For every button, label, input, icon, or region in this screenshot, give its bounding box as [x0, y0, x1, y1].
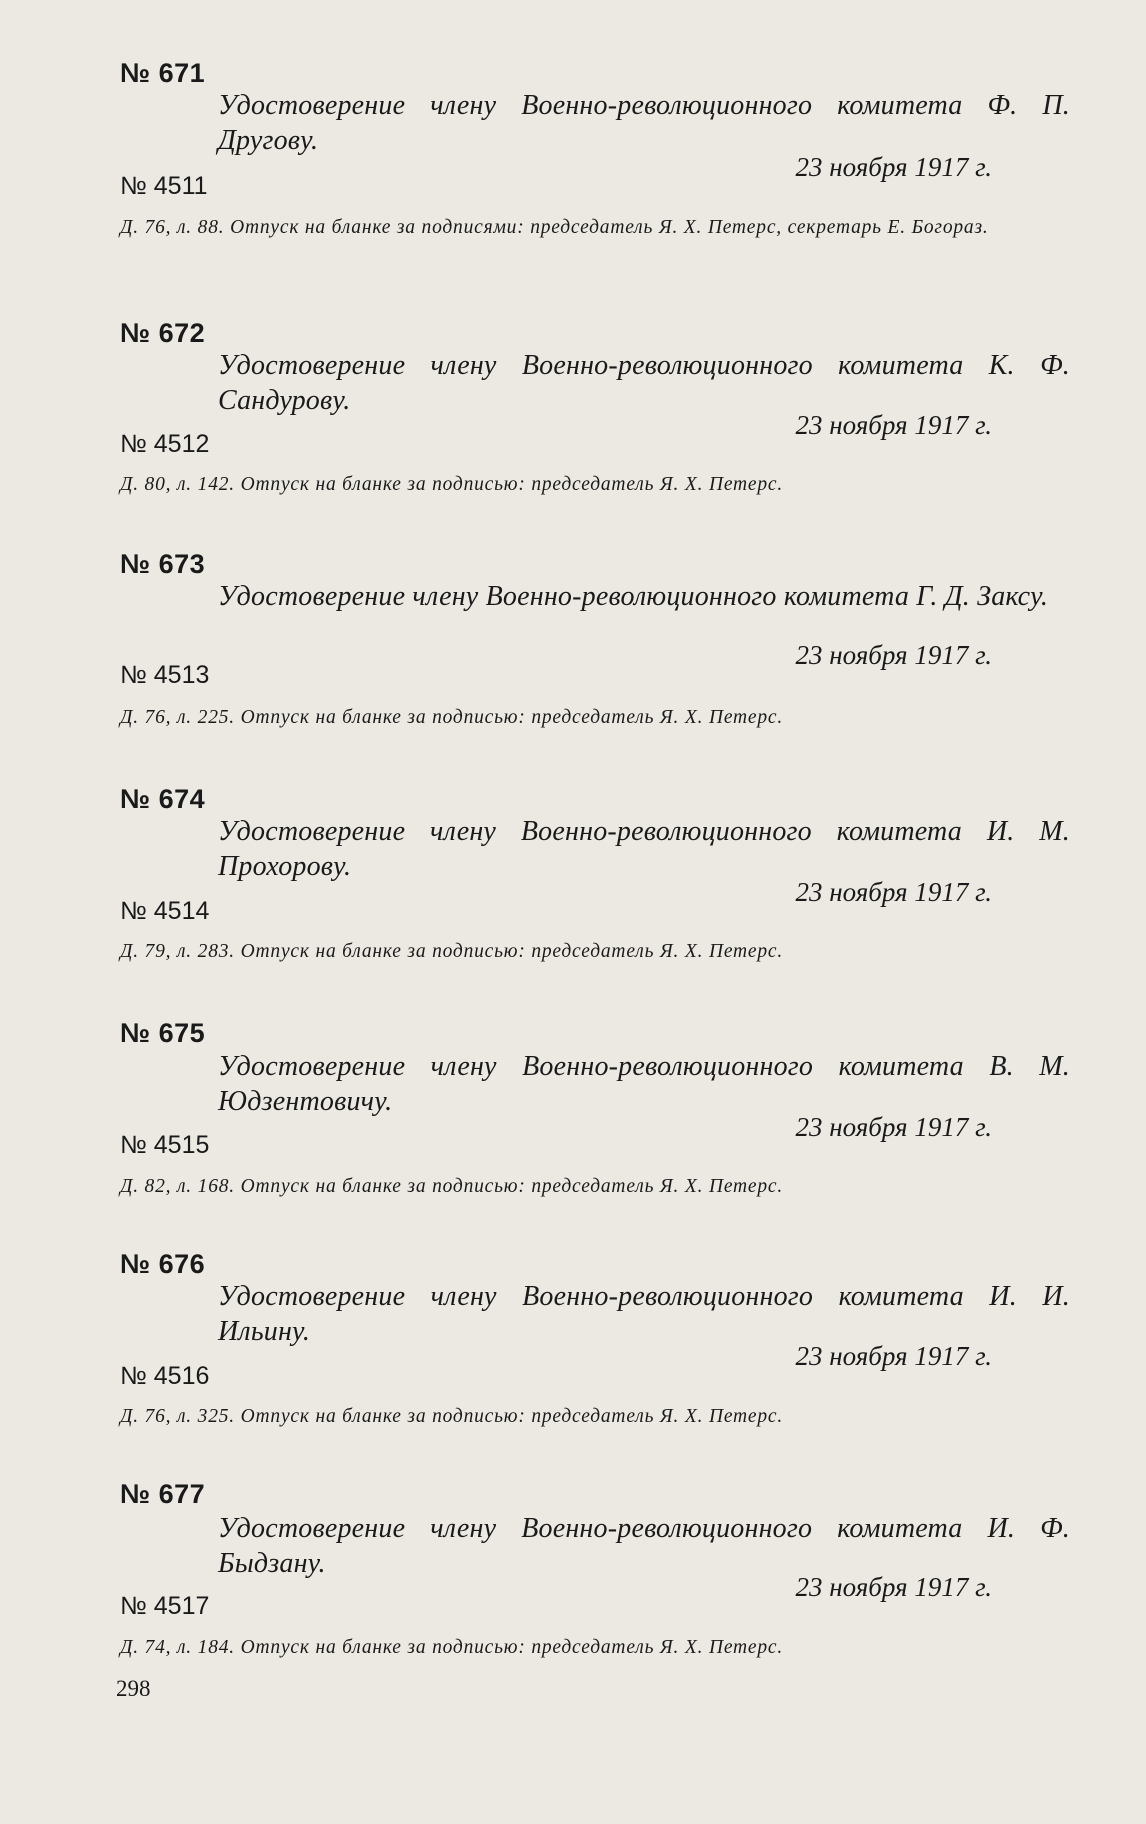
entry-title: Удостоверение члену Военно-революционного комитета В. М. Юдзентовичу. [218, 1051, 1070, 1117]
archive-note: Д. 80, л. 142. Отпуск на бланке за подписью: председатель Я. Х. Петерс. [120, 474, 784, 495]
entry-title: Удостоверение члену Военно-революционного комитета Ф. П. Другову. [218, 90, 1070, 156]
entry-date: 23 ноября 1917 г. [795, 1572, 992, 1602]
entry-number: № 674 [120, 784, 206, 814]
archive-doc-number: № 4517 [120, 1592, 210, 1620]
archive-doc-number: № 4511 [120, 172, 208, 200]
entry-date: 23 ноября 1917 г. [795, 1112, 992, 1142]
archive-note: Д. 74, л. 184. Отпуск на бланке за подписью: председатель Я. Х. Петерс. [120, 1637, 784, 1658]
entry-number: № 677 [120, 1479, 206, 1509]
archive-doc-number: № 4513 [120, 661, 210, 689]
entry-number: № 672 [120, 318, 206, 348]
archive-doc-number: № 4515 [120, 1131, 210, 1159]
archive-note: Д. 76, л. 325. Отпуск на бланке за подписью: председатель Я. Х. Петерс. [120, 1406, 784, 1427]
archive-doc-number: № 4512 [120, 430, 210, 458]
archive-doc-number: № 4516 [120, 1362, 210, 1390]
archive-note: Д. 79, л. 283. Отпуск на бланке за подписью: председатель Я. Х. Петерс. [120, 941, 784, 962]
archive-note: Д. 76, л. 88. Отпуск на бланке за подписями: председатель Я. Х. Петерс, секретарь Е. Богораз. [120, 217, 989, 238]
entry-number: № 676 [120, 1249, 206, 1279]
entry-title: Удостоверение члену Военно-революционного комитета И. Ф. Быдзану. [218, 1513, 1070, 1579]
entry-date: 23 ноября 1917 г. [795, 640, 992, 670]
archive-note: Д. 82, л. 168. Отпуск на бланке за подписью: председатель Я. Х. Петерс. [120, 1176, 784, 1197]
entry-title: Удостоверение члену Военно-революционного комитета И. И. Ильину. [218, 1281, 1070, 1347]
entry-number: № 675 [120, 1018, 206, 1048]
entry-number: № 671 [120, 58, 206, 88]
entry-date: 23 ноября 1917 г. [795, 1341, 992, 1371]
entry-date: 23 ноября 1917 г. [795, 410, 992, 440]
entry-number: № 673 [120, 549, 206, 579]
archive-note: Д. 76, л. 225. Отпуск на бланке за подписью: председатель Я. Х. Петерс. [120, 707, 784, 728]
archive-doc-number: № 4514 [120, 897, 210, 925]
page-number: 298 [116, 1676, 151, 1701]
entry-title: Удостоверение члену Военно-революционного комитета Г. Д. Заксу. [218, 581, 1049, 612]
entry-title: Удостоверение члену Военно-революционного комитета И. М. Прохорову. [218, 816, 1070, 882]
entry-title: Удостоверение члену Военно-революционного комитета К. Ф. Сандурову. [218, 350, 1070, 416]
entry-date: 23 ноября 1917 г. [795, 152, 992, 182]
entry-date: 23 ноября 1917 г. [795, 877, 992, 907]
